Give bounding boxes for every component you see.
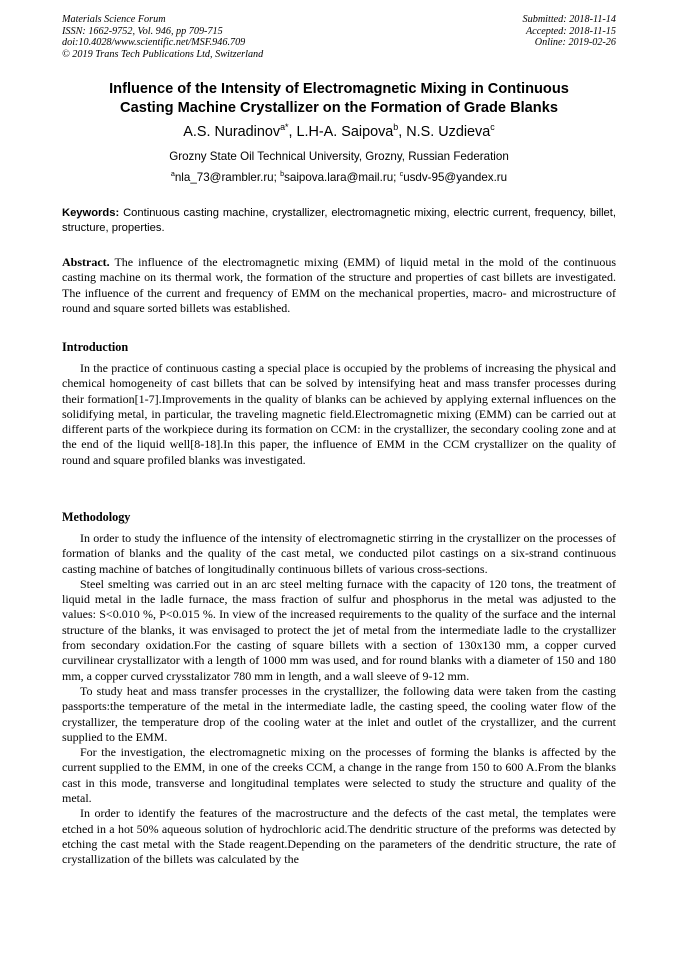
- author-name: A.S. Nuradinov: [183, 124, 281, 140]
- abstract: [62, 255, 616, 316]
- keywords-text: Continuous casting machine, crystallizer, electromagnetic mixing, electric current, frequency, billet, structure, properties.: [62, 207, 616, 234]
- paragraph: To study heat and mass transfer processes in the crystallizer, the following data were taken from the casting passports:the temperature of the metal in the intermediate ladle, the casting speed, the cooling water flow of the crystallizer, the temperature drop of the cooling water at the inlet and outlet of the crystallizer, and the current supplied to the EMM.: [62, 683, 616, 744]
- email-mark: c: [399, 169, 404, 179]
- online-date: Online: 2019-02-26: [534, 37, 616, 49]
- author-affil-mark: a*: [280, 122, 289, 133]
- affiliation: Grozny State Oil Technical University, Grozny, Russian Federation: [169, 150, 509, 163]
- introduction-heading: Introduction: [62, 340, 129, 354]
- journal-issn: ISSN: 1662-9752, Vol. 946, pp 709-715: [62, 25, 223, 37]
- accepted-date: Accepted: 2018-11-15: [525, 25, 616, 37]
- paragraph: In order to study the influence of the intensity of electromagnetic stirring in the crystallizer on the processes of formation of blanks and the quality of the cast metal, we conducted pilot castings on a six-strand continuous casting machine of batches of longitudinally continuous billets of various cross-sections.: [62, 531, 616, 576]
- paragraph: In order to identify the features of the macrostructure and the defects of the cast metal, the templates were etched in a hot 50% aqueous solution of hydrochloric acid.The dendritic structure of the preforms was detected by etching the cast metal with the Stade reagent.Depending on the parameters of the dendritic structure, the rate of crystallization of the billets was calculated by the: [62, 806, 616, 867]
- paper-title-line: Influence of the Intensity of Electromagnetic Mixing in Continuous: [109, 81, 569, 97]
- email-address: nla_73@rambler.ru;: [174, 171, 281, 184]
- abstract-label: Abstract.: [62, 255, 110, 269]
- submitted-date: Submitted: 2018-11-14: [522, 14, 616, 25]
- email-mark: b: [280, 169, 285, 179]
- methodology-body: [62, 531, 616, 868]
- journal-doi: doi:10.4028/www.scientific.net/MSF.946.709: [62, 37, 246, 49]
- author-affil-mark: b: [393, 122, 399, 133]
- author-separator: ,: [288, 124, 297, 140]
- submission-dates: [523, 14, 616, 49]
- journal-info: [62, 14, 263, 60]
- email-address: usdv-95@yandex.ru: [403, 171, 508, 184]
- author-name: N.S. Uzdieva: [406, 124, 491, 140]
- paragraph: Steel smelting was carried out in an arc steel melting furnace with the capacity of 120 tons, the treatment of liquid metal in the ladle furnace, the mass fraction of sulfur and phosphorus in the metal was adjusted to the values: S<0.010 %, P<0.015 %. In view of the increased requirements to the quality of the surface and the internal structure of the blanks, it was envisaged to protect the jet of metal from the intermediate ladle to the crystallizer from secondary oxidation.For the casting of square billets with a section of 130x130 mm, a copper curved curvilinear crystallizator with a length of 1000 mm was used, and for round blanks with a diameter of 150 and 180 mm, a copper curved crysstalizator 780 mm in length, and a wall sleeve of 9-12 mm.: [62, 576, 616, 683]
- methodology-heading: Methodology: [62, 510, 131, 524]
- author-emails: [62, 171, 616, 185]
- paper-title: [62, 80, 616, 118]
- journal-name: Materials Science Forum: [62, 14, 166, 25]
- email-mark: a: [170, 169, 175, 179]
- author-affil-mark: c: [490, 122, 495, 133]
- author-name: L.H-A. Saipova: [296, 124, 394, 140]
- paper-title-line: Casting Machine Crystallizer on the Formation of Grade Blanks: [120, 100, 558, 116]
- author-list: [62, 123, 616, 141]
- paragraph: In the practice of continuous casting a special place is occupied by the problems of increasing the physical and chemical homogeneity of cast billets that can be solved by intensifying heat and mass transfer processes during their formation[1-7].Improvements in the quality of blanks can be achieved by applying external influences on the solidifying metal, in particular, the traveling magnetic field.Electromagnetic mixing (EMM) can be carried out at different parts of the workpiece during its formation on CCM: in the crystallizer, the secondary cooling zone and at the end of the liquid well[8-18].In this paper, the influence of EMM in the CCM crystallizer on the quality of round and square profiled blanks was investigated.: [62, 361, 616, 467]
- email-address: saipova.lara@mail.ru;: [284, 171, 400, 184]
- journal-copyright: © 2019 Trans Tech Publications Ltd, Switzerland: [62, 48, 264, 60]
- keywords: [62, 206, 616, 236]
- introduction-body: [62, 361, 616, 468]
- keywords-label: Keywords:: [62, 207, 120, 219]
- author-separator: ,: [398, 124, 407, 140]
- paragraph: For the investigation, the electromagnetic mixing on the processes of forming the blanks is affected by the current supplied to the EMM, in one of the creeks CCM, a change in the range from 150 to 600 A.From the blanks cast in this mode, transverse and longitudinal templates were selected to study the structure and quality of the metal.: [62, 745, 616, 806]
- abstract-text: The influence of the electromagnetic mixing (EMM) of liquid metal in the mold of the continuous casting machine on its thermal work, the formation of the structure and properties of cast billets are investigated. The influence of the current and frequency of EMM on the mechanical properties, macro- and microstructure of round and square sorted billets was established.: [62, 255, 616, 315]
